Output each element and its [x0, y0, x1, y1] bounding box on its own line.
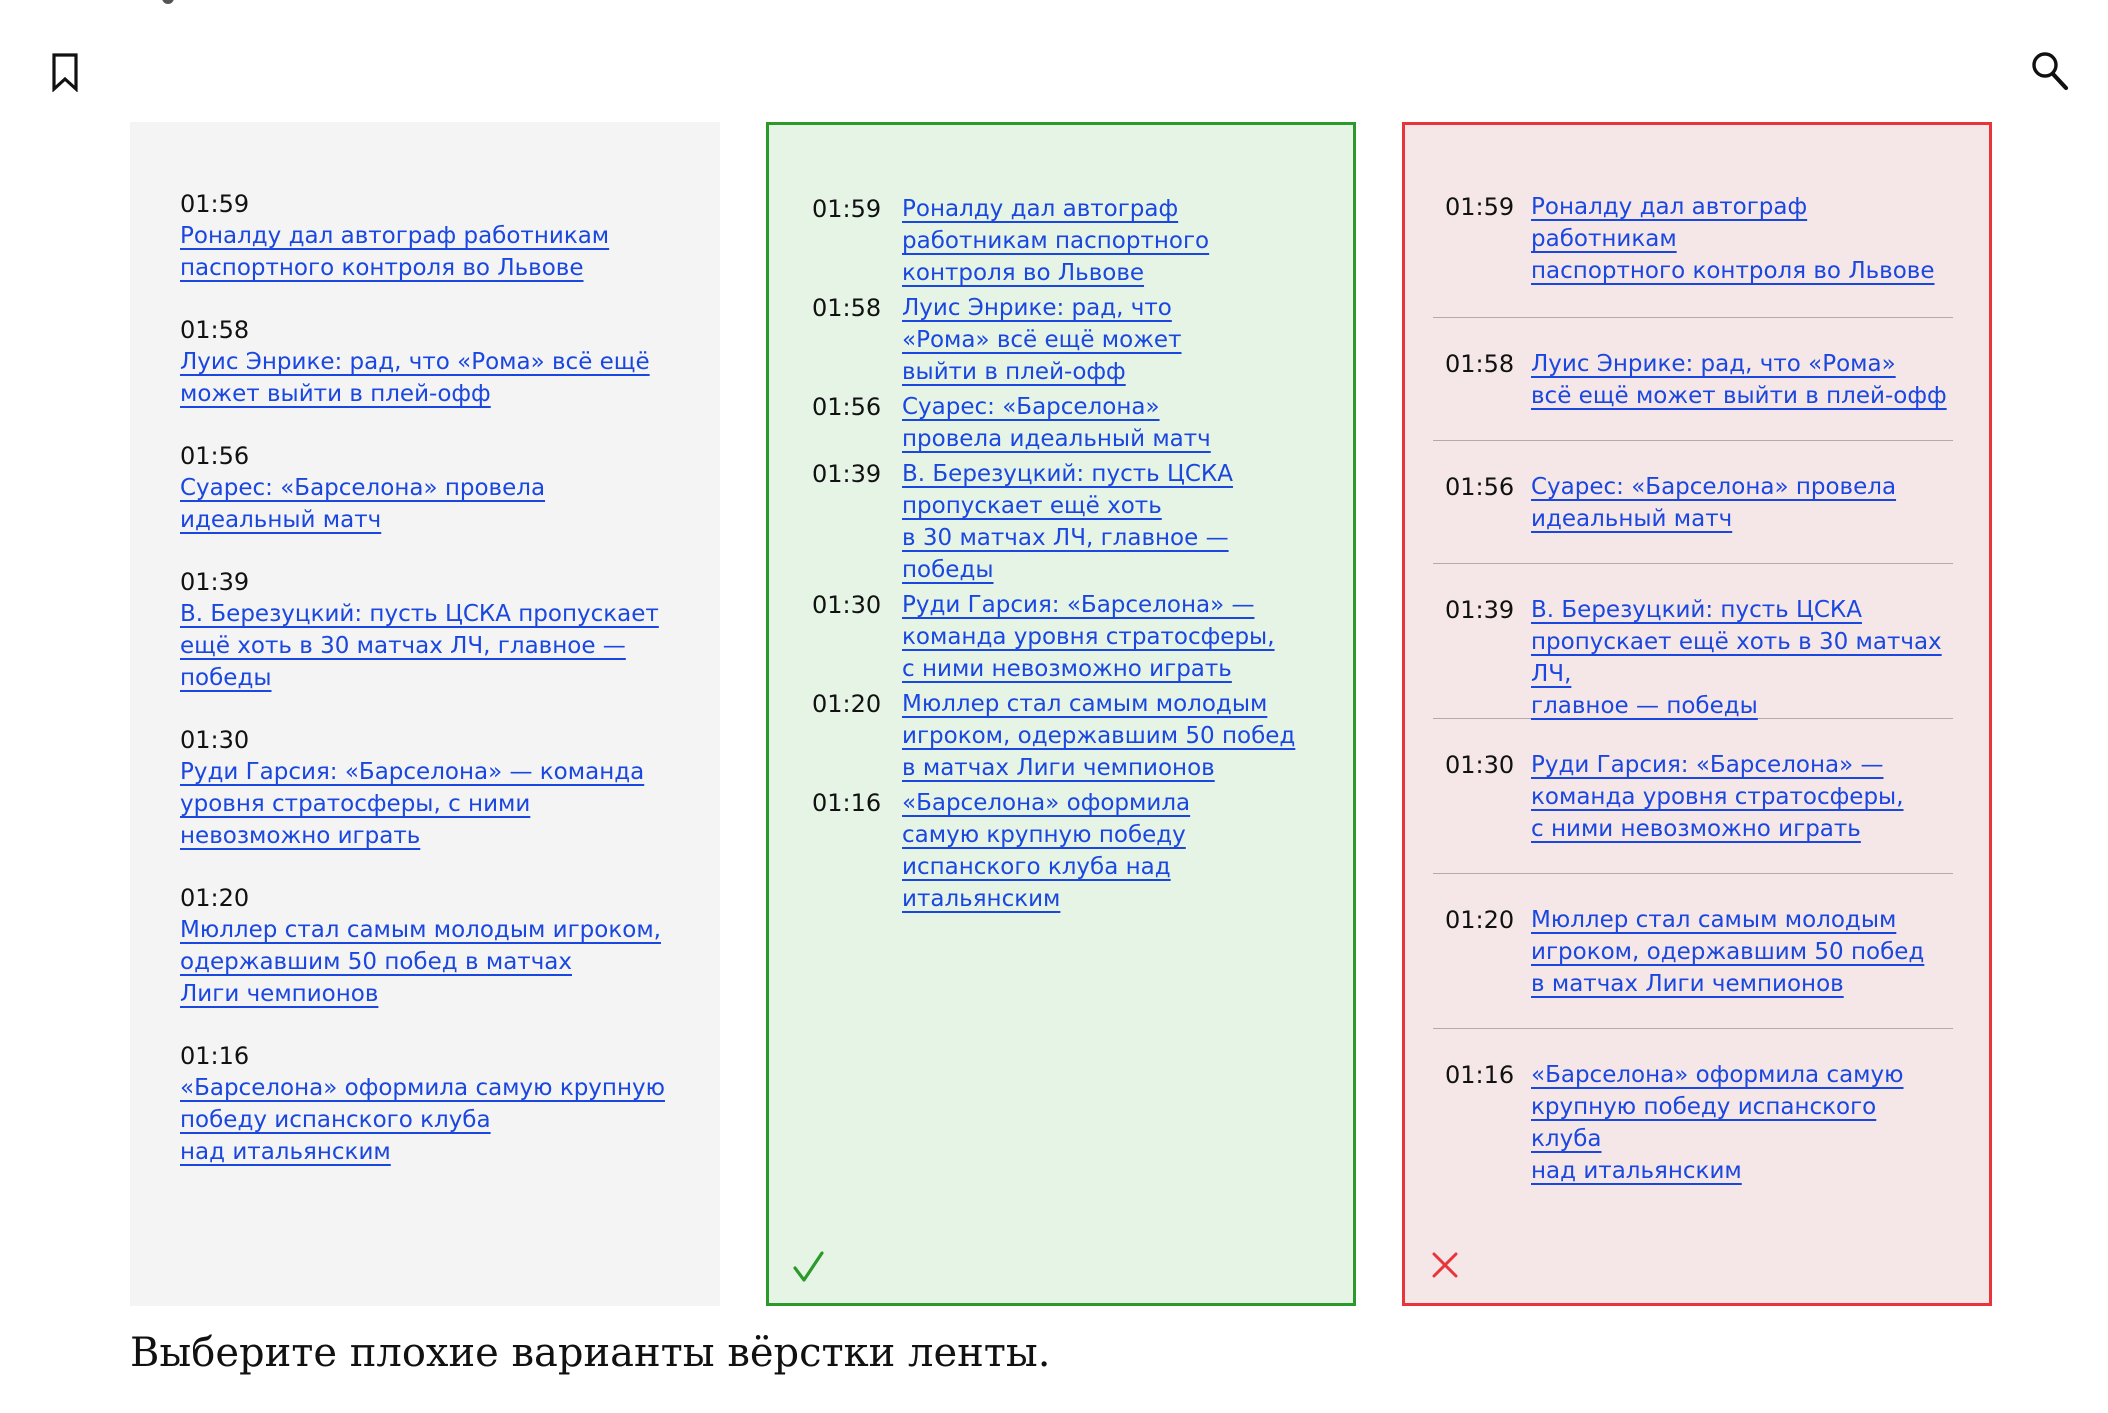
news-headline	[180, 1072, 680, 1168]
news-headline-line[interactable]: может выйти в плей-офф	[180, 381, 491, 407]
list-item	[812, 688, 1332, 784]
news-headline-line[interactable]: над итальянским	[180, 1139, 391, 1165]
news-headline-line[interactable]: в матчах Лиги чемпионов	[1531, 971, 1844, 997]
news-headline	[180, 346, 680, 410]
news-headline	[1531, 1059, 1951, 1187]
page-caption: Выберите плохие варианты вёрстки ленты.	[130, 1330, 1051, 1376]
news-list	[180, 188, 680, 1198]
news-headline-line[interactable]: самую крупную победу	[902, 822, 1186, 848]
news-headline-line[interactable]: уровня стратосферы, с ними	[180, 791, 531, 817]
news-headline-line[interactable]: команда уровня стратосферы,	[1531, 784, 1904, 810]
search-icon	[2030, 50, 2070, 92]
news-headline	[902, 292, 1312, 388]
news-headline	[180, 472, 680, 536]
news-headline-line[interactable]: «Рома» всё ещё может	[902, 327, 1182, 353]
news-headline-line[interactable]: всё ещё может выйти в плей-офф	[1531, 383, 1947, 409]
news-time: 01:30	[812, 591, 882, 619]
news-headline-line[interactable]: «Барселона» оформила самую крупную	[180, 1075, 665, 1101]
news-headline-line[interactable]: идеальный матч	[1531, 506, 1733, 532]
feed-variant-plain	[130, 122, 720, 1306]
news-headline-line[interactable]: В. Березуцкий: пусть ЦСКА	[1531, 597, 1862, 623]
news-time: 01:58	[180, 316, 250, 344]
list-item	[180, 1040, 680, 1168]
news-headline-line[interactable]: с ними невозможно играть	[902, 656, 1232, 682]
news-time: 01:56	[1445, 473, 1515, 501]
news-headline	[1531, 904, 1951, 1000]
news-time: 01:30	[180, 726, 250, 754]
news-headline-line[interactable]: контроля во Львове	[902, 260, 1145, 286]
news-headline-line[interactable]: работникам паспортного	[902, 228, 1210, 254]
news-headline-line[interactable]: над итальянским	[1531, 1158, 1742, 1184]
news-headline-line[interactable]: Роналду дал автограф работникам	[1531, 194, 1808, 252]
news-headline	[902, 391, 1312, 455]
news-headline-line[interactable]: Роналду дал автограф работникам	[180, 223, 610, 249]
news-headline-line[interactable]: паспортного контроля во Львове	[180, 255, 584, 281]
news-headline	[902, 688, 1312, 784]
news-headline	[1531, 749, 1951, 845]
news-time: 01:39	[812, 460, 882, 488]
news-headline	[1531, 594, 1951, 722]
cross-icon	[1429, 1249, 1461, 1281]
news-headline-line[interactable]: провела идеальный матч	[902, 426, 1211, 452]
news-headline-line[interactable]: Мюллер стал самым молодым игроком,	[180, 917, 661, 943]
news-headline-line[interactable]: игроком, одержавшим 50 побед	[902, 723, 1296, 749]
news-headline-line[interactable]: пропускает ещё хоть	[902, 493, 1162, 519]
news-time: 01:59	[180, 190, 250, 218]
news-headline-line[interactable]: «Барселона» оформила самую	[1531, 1062, 1904, 1088]
news-headline-line[interactable]: Роналду дал автограф	[902, 196, 1179, 222]
news-headline-line[interactable]: Руди Гарсия: «Барселона» —	[902, 592, 1255, 618]
list-item	[1433, 719, 1953, 873]
news-headline	[180, 598, 680, 694]
news-headline	[1531, 471, 1951, 535]
news-headline-line[interactable]: выйти в плей-офф	[902, 359, 1126, 385]
news-headline-line[interactable]: паспортного контроля во Львове	[1531, 258, 1935, 284]
news-headline-line[interactable]: «Барселона» оформила	[902, 790, 1191, 816]
list-item	[812, 292, 1332, 388]
news-time: 01:58	[812, 294, 882, 322]
news-time: 01:30	[1445, 751, 1515, 779]
news-time: 01:56	[180, 442, 250, 470]
news-headline-line[interactable]: В. Березуцкий: пусть ЦСКА	[902, 461, 1233, 487]
news-headline	[180, 914, 680, 1010]
search-button[interactable]	[2030, 50, 2070, 92]
news-time: 01:39	[180, 568, 250, 596]
news-headline-line[interactable]: Луис Энрике: рад, что	[902, 295, 1172, 321]
news-headline-line[interactable]: Руди Гарсия: «Барселона» —	[1531, 752, 1884, 778]
news-headline	[180, 220, 680, 284]
list-item	[180, 882, 680, 1010]
bookmark-icon	[50, 52, 80, 92]
news-headline-line[interactable]: пропускает ещё хоть в 30 матчах ЛЧ,	[1531, 629, 1942, 687]
news-headline-line[interactable]: Лиги чемпионов	[180, 981, 379, 1007]
list-item	[180, 314, 680, 410]
news-headline-line[interactable]: испанского клуба над итальянским	[902, 854, 1171, 912]
checkmark-icon	[791, 1249, 827, 1285]
list-item	[812, 193, 1332, 289]
list-item	[1433, 441, 1953, 563]
news-headline-line[interactable]: В. Березуцкий: пусть ЦСКА пропускает	[180, 601, 659, 627]
news-headline-line[interactable]: главное — победы	[1531, 693, 1758, 719]
news-headline-line[interactable]: Руди Гарсия: «Барселона» — команда	[180, 759, 645, 785]
news-time: 01:58	[1445, 350, 1515, 378]
news-headline-line[interactable]: Мюллер стал самым молодым	[902, 691, 1268, 717]
news-headline-line[interactable]: Суарес: «Барселона» провела	[1531, 474, 1897, 500]
list-item	[180, 440, 680, 536]
news-time: 01:16	[1445, 1061, 1515, 1089]
list-item	[1433, 564, 1953, 718]
news-headline-line[interactable]: невозможно играть	[180, 823, 421, 849]
news-headline-line[interactable]: Суарес: «Барселона»	[902, 394, 1160, 420]
news-headline-line[interactable]: победы	[180, 665, 272, 691]
news-headline	[902, 787, 1312, 915]
news-headline	[1531, 191, 1951, 287]
news-headline	[180, 756, 680, 852]
top-strip	[0, 0, 2108, 6]
news-headline-line[interactable]: идеальный матч	[180, 507, 382, 533]
list-item	[1433, 191, 1953, 317]
news-time: 01:59	[812, 195, 882, 223]
list-item	[1433, 318, 1953, 440]
news-time: 01:59	[1445, 193, 1515, 221]
list-item	[180, 724, 680, 852]
news-headline-line[interactable]: ещё хоть в 30 матчах ЛЧ, главное —	[180, 633, 626, 659]
news-headline-line[interactable]: крупную победу испанского клуба	[1531, 1094, 1877, 1152]
list-item	[812, 787, 1332, 915]
news-time: 01:20	[180, 884, 250, 912]
news-headline-line[interactable]: с ними невозможно играть	[1531, 816, 1861, 842]
news-list	[812, 193, 1332, 918]
list-item	[180, 566, 680, 694]
news-headline-line[interactable]: команда уровня стратосферы,	[902, 624, 1275, 650]
news-headline-line[interactable]: Суарес: «Барселона» провела	[180, 475, 546, 501]
news-list	[1433, 191, 1953, 1184]
news-headline	[902, 193, 1312, 289]
news-headline-line[interactable]: Луис Энрике: рад, что «Рома»	[1531, 351, 1896, 377]
bookmark-button[interactable]	[50, 52, 80, 92]
list-item	[812, 458, 1332, 586]
list-item	[180, 188, 680, 284]
news-time: 01:39	[1445, 596, 1515, 624]
feed-variant-bad	[1402, 122, 1992, 1306]
news-headline	[1531, 348, 1951, 412]
news-headline-line[interactable]: Мюллер стал самым молодым	[1531, 907, 1897, 933]
list-item	[812, 589, 1332, 685]
news-time: 01:16	[812, 789, 882, 817]
news-headline-line[interactable]: одержавшим 50 побед в матчах	[180, 949, 572, 975]
news-headline-line[interactable]: в 30 матчах ЛЧ, главное — победы	[902, 525, 1229, 583]
news-headline	[902, 589, 1312, 685]
news-headline-line[interactable]: Луис Энрике: рад, что «Рома» всё ещё	[180, 349, 650, 375]
news-time: 01:16	[180, 1042, 250, 1070]
news-headline	[902, 458, 1312, 586]
list-item	[1433, 1029, 1953, 1184]
news-time: 01:20	[1445, 906, 1515, 934]
cropped-glyph	[162, 0, 174, 4]
list-item	[1433, 874, 1953, 1028]
news-headline-line[interactable]: в матчах Лиги чемпионов	[902, 755, 1215, 781]
feed-variant-good	[766, 122, 1356, 1306]
news-time: 01:20	[812, 690, 882, 718]
news-headline-line[interactable]: игроком, одержавшим 50 побед	[1531, 939, 1925, 965]
news-headline-line[interactable]: победу испанского клуба	[180, 1107, 491, 1133]
list-item	[812, 391, 1332, 455]
news-time: 01:56	[812, 393, 882, 421]
